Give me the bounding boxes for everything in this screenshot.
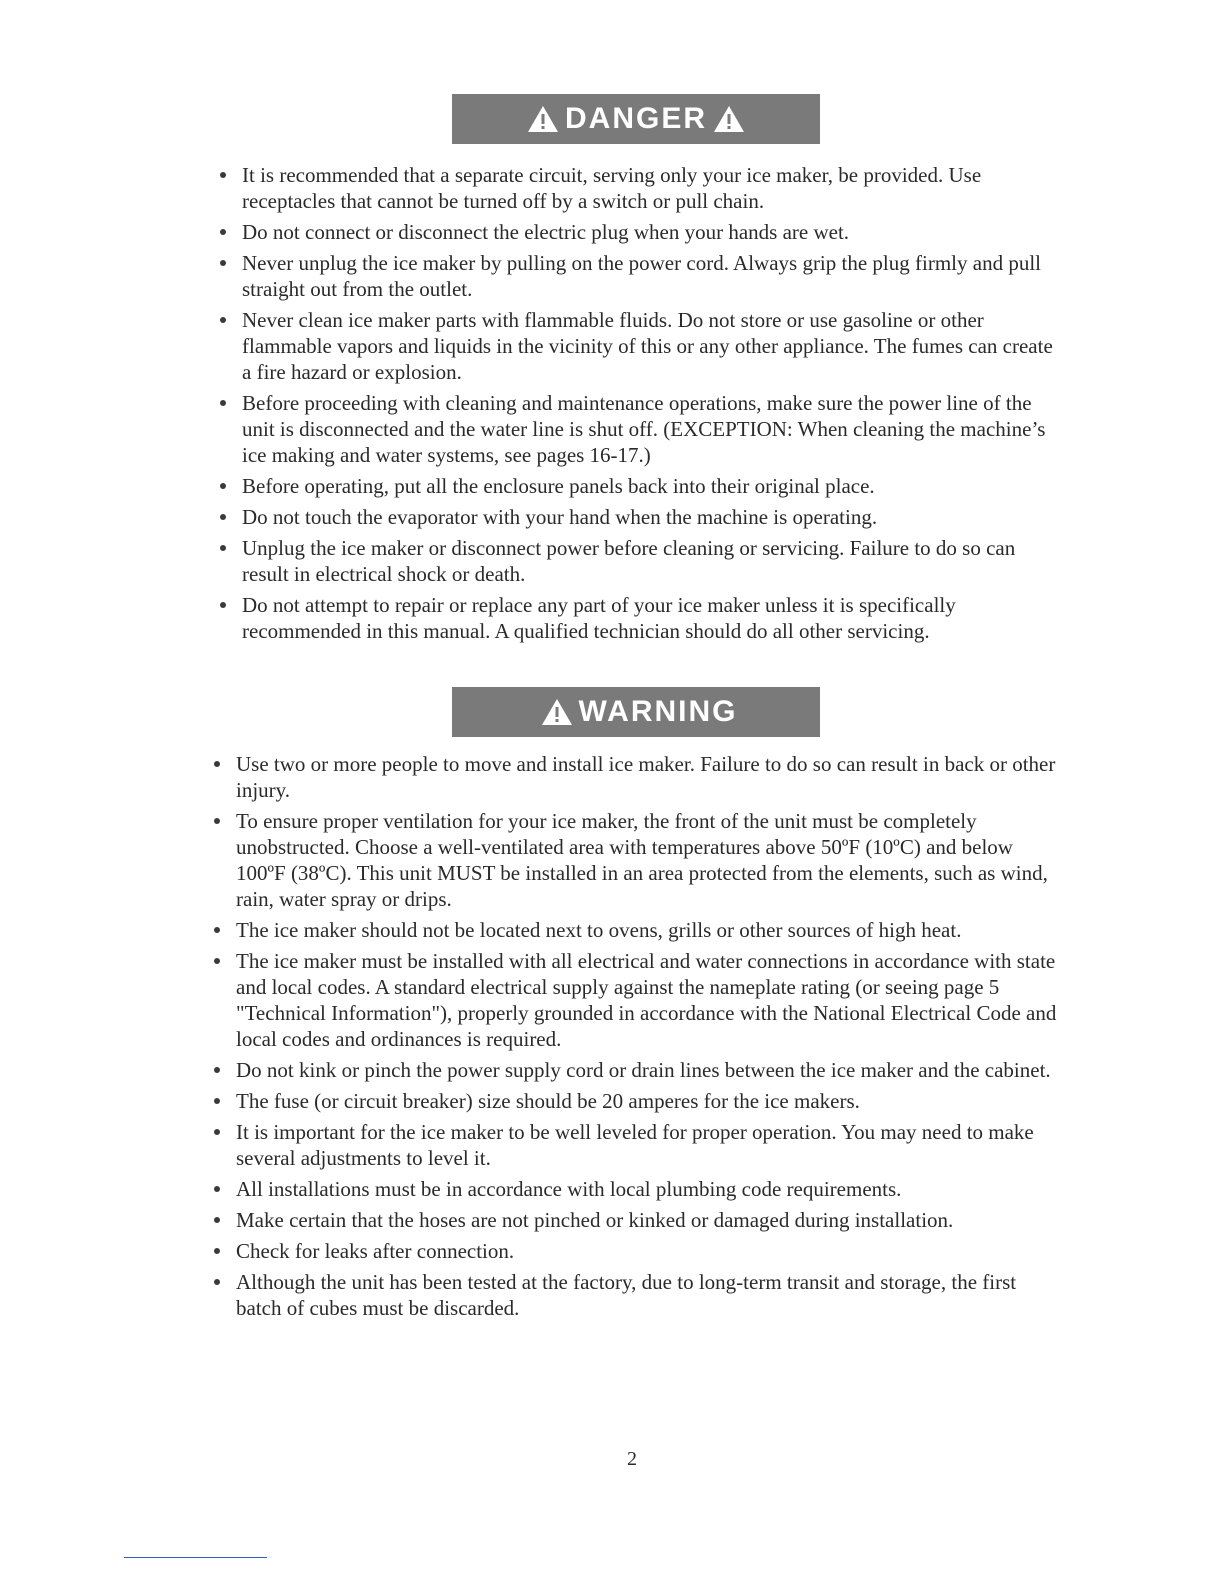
warning-triangle-icon (713, 105, 745, 133)
list-item: Do not kink or pinch the power supply cord or drain lines between the ice maker and the cabinet. (214, 1057, 1064, 1083)
list-item: Do not touch the evaporator with your hand when the machine is operating. (220, 504, 1060, 530)
list-item: Before operating, put all the enclosure panels back into their original place. (220, 473, 1060, 499)
list-item: It is important for the ice maker to be well leveled for proper operation. You may need to make several adjustments to level it. (214, 1119, 1064, 1171)
danger-list (220, 162, 1060, 649)
warning-triangle-icon (527, 105, 559, 133)
danger-banner (452, 94, 820, 144)
list-item: To ensure proper ventilation for your ice maker, the front of the unit must be completely unobstructed. Choose a well-ventilated area with temperatures above 50ºF (10ºC) and below 100ºF (38ºC). This unit MUST be installed in an area protected from the elements, such as wind, rain, water spray or drips. (214, 808, 1064, 912)
list-item: Never unplug the ice maker by pulling on the power cord. Always grip the plug firmly and pull straight out from the outlet. (220, 250, 1060, 302)
list-item: Do not connect or disconnect the electric plug when your hands are wet. (220, 219, 1060, 245)
list-item: Although the unit has been tested at the factory, due to long-term transit and storage, the first batch of cubes must be discarded. (214, 1269, 1064, 1321)
list-item: The ice maker must be installed with all electrical and water connections in accordance with state and local codes. A standard electrical supply against the nameplate rating (or seeing page 5 "Technical Information"), properly grounded in accordance with the National Electrical Code and local codes and ordinances is required. (214, 948, 1064, 1052)
warning-title: WARNING (578, 695, 738, 728)
list-item: The fuse (or circuit breaker) size should be 20 amperes for the ice makers. (214, 1088, 1064, 1114)
list-item: Never clean ice maker parts with flammable fluids. Do not store or use gasoline or other flammable vapors and liquids in the vicinity of this or any other appliance. The fumes can create a fire hazard or explosion. (220, 307, 1060, 385)
footer-rule (124, 1557, 267, 1558)
list-item: Make certain that the hoses are not pinched or kinked or damaged during installation. (214, 1207, 1064, 1233)
list-item: Before proceeding with cleaning and maintenance operations, make sure the power line of the unit is disconnected and the water line is shut off. (EXCEPTION: When cleaning the machine’s ice making and water systems, see pages 16-17.) (220, 390, 1060, 468)
list-item: Unplug the ice maker or disconnect power before cleaning or servicing. Failure to do so can result in electrical shock or death. (220, 535, 1060, 587)
list-item: Use two or more people to move and install ice maker. Failure to do so can result in back or other injury. (214, 751, 1064, 803)
list-item: Do not attempt to repair or replace any part of your ice maker unless it is specifically recommended in this manual. A qualified technician should do all other servicing. (220, 592, 1060, 644)
list-item: Check for leaks after connection. (214, 1238, 1064, 1264)
list-item: It is recommended that a separate circuit, serving only your ice maker, be provided. Use receptacles that cannot be turned off by a switch or pull chain. (220, 162, 1060, 214)
danger-title: DANGER (564, 102, 707, 135)
list-item: All installations must be in accordance with local plumbing code requirements. (214, 1176, 1064, 1202)
list-item: The ice maker should not be located next to ovens, grills or other sources of high heat. (214, 917, 1064, 943)
page-number: 2 (627, 1448, 637, 1470)
warning-banner (452, 687, 820, 737)
warning-list (214, 751, 1064, 1326)
warning-triangle-icon (541, 698, 573, 726)
